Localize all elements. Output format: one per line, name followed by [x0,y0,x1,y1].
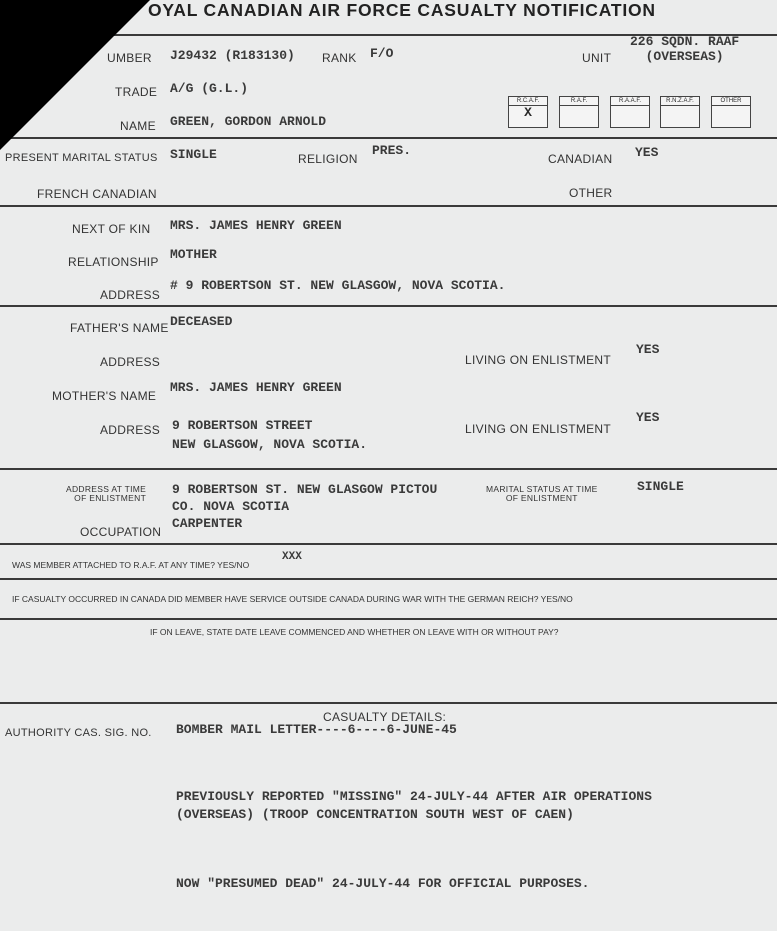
mother-living-label: LIVING ON ENLISTMENT [465,422,612,436]
next-of-kin-value: MRS. JAMES HENRY GREEN [170,218,342,233]
rank-label: RANK [322,51,357,65]
father-living-label: LIVING ON ENLISTMENT [465,353,612,367]
relationship-value: MOTHER [170,247,217,262]
religion-value: PRES. [372,143,412,158]
service-box-label: R.N.Z.A.F. [661,97,699,106]
divider [0,468,777,470]
occupation-value: CARPENTER [172,516,243,531]
marital-enlistment-value: SINGLE [637,479,684,494]
trade-value: A/G (G.L.) [170,81,249,96]
father-address-label: ADDRESS [100,355,161,369]
marital-value: SINGLE [170,147,217,162]
mother-value: MRS. JAMES HENRY GREEN [170,380,342,395]
father-living-value: YES [636,342,660,357]
number-value: J29432 (R183130) [170,48,295,63]
service-box-label: R.C.A.F. [509,97,547,106]
divider [0,205,777,207]
other-label: OTHER [569,186,613,200]
mother-label: MOTHER'S NAME [52,389,157,403]
divider [0,702,777,704]
torn-corner [0,0,150,150]
divider [0,305,777,307]
service-box-label: OTHER [712,97,750,106]
divider [0,543,777,545]
occupation-label: OCCUPATION [80,525,162,539]
father-value: DECEASED [170,314,233,329]
leave-question: IF ON LEAVE, STATE DATE LEAVE COMMENCED AND WHETHER ON LEAVE WITH OR WITHOUT PAY? [150,627,559,637]
divider [0,578,777,580]
nok-address-label: ADDRESS [100,288,161,302]
religion-label: RELIGION [298,152,358,166]
service-box-label: R.A.F. [560,97,598,106]
mother-address-label: ADDRESS [100,423,161,437]
marital-enlistment-label: MARITAL STATUS AT TIME OF ENLISTMENT [486,484,598,503]
name-label: NAME [120,119,156,133]
presumed-dead-text: NOW "PRESUMED DEAD" 24-JULY-44 FOR OFFICIAL PURPOSES. [176,876,590,891]
service-box-rnzaf [660,96,700,128]
service-box-rcaf [508,96,548,128]
rank-value: F/O [370,46,394,61]
father-label: FATHER'S NAME [70,321,169,335]
canadian-value: YES [635,145,659,160]
service-box-label: R.A.A.F. [611,97,649,106]
document-title: OYAL CANADIAN AIR FORCE CASUALTY NOTIFICATION [148,0,656,20]
service-outside-canada-question: IF CASUALTY OCCURRED IN CANADA DID MEMBER HAVE SERVICE OUTSIDE CANADA DURING WAR WITH THE GERMAN REICH? YES/NO [12,594,573,604]
mother-address-value: 9 ROBERTSON STREET NEW GLASGOW, NOVA SCOTIA. [172,418,368,452]
service-box-mark: X [524,105,532,120]
french-canadian-label: FRENCH CANADIAN [37,187,157,201]
name-value: GREEN, GORDON ARNOLD [170,114,327,129]
trade-label: TRADE [115,85,158,99]
raf-attached-question: WAS MEMBER ATTACHED TO R.A.F. AT ANY TIME? YES/NO [12,560,250,570]
mother-living-value: YES [636,410,660,425]
address-enlistment-value: 9 ROBERTSON ST. NEW GLASGOW PICTOU CO. NOVA SCOTIA [172,482,438,514]
relationship-label: RELATIONSHIP [68,255,159,269]
address-enlistment-label: ADDRESS AT TIME OF ENLISTMENT [66,484,147,503]
service-box-raf [559,96,599,128]
service-box-raaf [610,96,650,128]
marital-label: PRESENT MARITAL STATUS [5,152,158,164]
unit-value: 226 SQDN. RAAF (OVERSEAS) [630,34,740,64]
divider [0,618,777,620]
casualty-details-text: PREVIOUSLY REPORTED "MISSING" 24-JULY-44 AFTER AIR OPERATIONS (OVERSEAS) (TROOP CONCENTRATION SOUTH WEST OF CAEN) [176,789,652,822]
casualty-details-label: CASUALTY DETAILS: [323,710,447,724]
canadian-label: CANADIAN [548,152,613,166]
authority-label: AUTHORITY CAS. SIG. NO. [5,727,152,739]
next-of-kin-label: NEXT OF KIN [72,222,151,236]
number-label: UMBER [107,51,152,65]
raf-attached-answer: XXX [282,551,302,563]
service-box-other [711,96,751,128]
unit-label: UNIT [582,51,612,65]
nok-address-value: # 9 ROBERTSON ST. NEW GLASGOW, NOVA SCOTIA. [170,278,506,293]
authority-value: BOMBER MAIL LETTER----6----6-JUNE-45 [176,722,457,737]
